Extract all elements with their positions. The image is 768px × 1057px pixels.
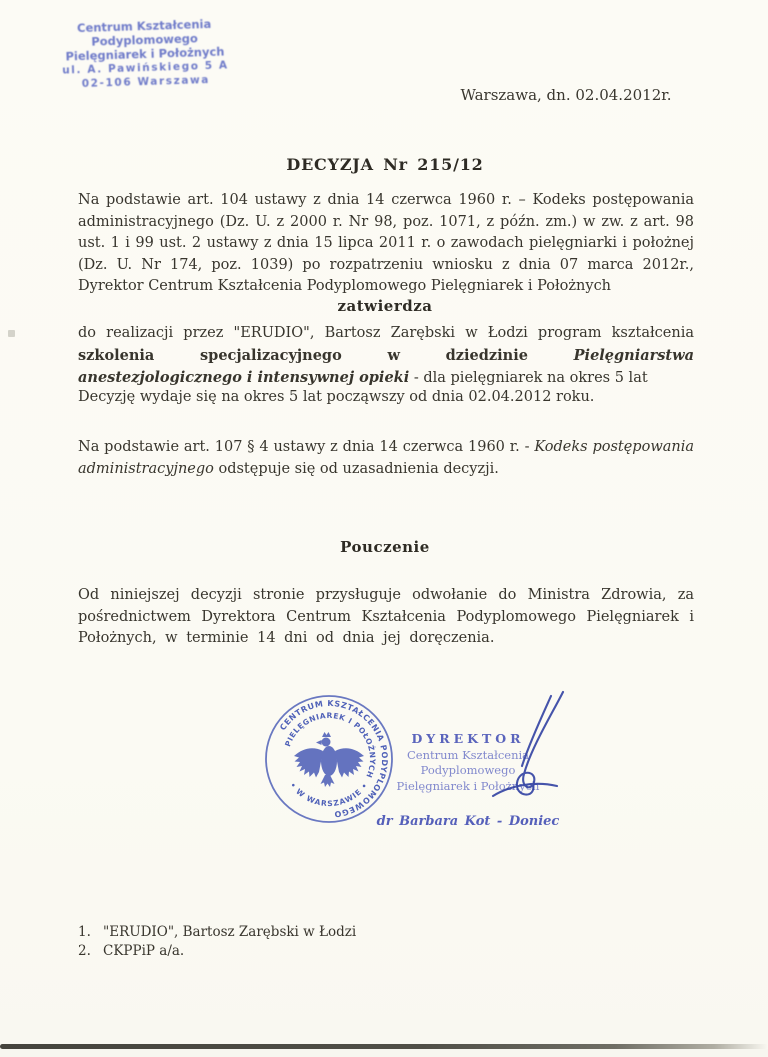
scan-artifact-dot [8, 330, 15, 337]
scan-background-below-edge [0, 1049, 768, 1057]
heading-approves: zatwierdza [337, 297, 433, 315]
letterhead-org-line1: Centrum Kształcenia Podyplomowego [76, 16, 212, 49]
letterhead-city: 02-106 Warszawa [81, 73, 211, 90]
director-org-line2: Pielęgniarek i Położnych [396, 779, 540, 793]
paragraph-instruction: Od niniejszej decyzji stronie przysługuje odwołanie do Ministra Zdrowia, za pośrednictwem Dyrektora Centrum Kształcenia Podyplomowego Pielęgniarek i Położnych, w terminie 14 dni od dnia jej doręczenia. [78, 587, 694, 647]
distribution-item-2 [78, 942, 478, 961]
paragraph-legal-basis: Na podstawie art. 104 ustawy z dnia 14 czerwca 1960 r. – Kodeks postępowania administracyjnego (Dz. U. z 2000 r. Nr 98, poz. 1071, z późn. zm.) w zw. z art. 98 ust. 1 i 99 ust. 2 ustawy z dnia 15 lipca 2011 r. o zawodach pielęgniarki i położnej (Dz. U. Nr 174, poz. 1039) po rozpatrzeniu wniosku z dnia 07 marca 2012r., Dyrektor Centrum Kształcenia Podyplomowego Pielęgniarek i Położnych [78, 192, 694, 295]
paragraph-justification [78, 437, 694, 480]
letterhead-stamp [25, 15, 265, 92]
seal-bottom-text: • W WARSZAWIE • [288, 780, 370, 809]
seal-inner-text: PIELĘGNIAREK I POŁOŻNYCH [283, 710, 378, 780]
director-role-label: DYREKTOR [411, 731, 525, 746]
distribution-item-1-number: 1. [78, 924, 91, 940]
paragraph-validity: Decyzję wydaje się na okres 5 lat począwszy od dnia 02.04.2012 roku. [78, 389, 595, 405]
distribution-item-2-number: 2. [78, 942, 91, 959]
distribution-item-1 [78, 923, 478, 942]
distribution-list [78, 923, 478, 960]
paragraph-approval [78, 323, 694, 390]
heading-instruction: Pouczenie [340, 538, 430, 556]
justification-code-name: Kodeks postępowania administracyjnego [78, 439, 694, 477]
distribution-item-1-text: "ERUDIO", Bartosz Zarębski w Łodzi [103, 924, 357, 940]
approval-program-name: Pielęgniarstwa anestezjologicznego i intensywnej opieki [78, 346, 694, 387]
approval-text-bold: szkolenia specjalizacyjnego w dziedzinie [78, 346, 574, 364]
justification-text-1: Na podstawie art. 107 § 4 ustawy z dnia 14 czerwca 1960 r. - [78, 439, 535, 455]
seal-outer-text: CENTRUM KSZTAŁCENIA PODYPLOMOWEGO [278, 698, 390, 819]
justification-text-2: odstępuje się od uzasadnienia decyzji. [213, 460, 499, 477]
letterhead-street: ul. A. Pawińskiego 5 A [61, 59, 229, 77]
eagle-emblem-icon [294, 732, 364, 787]
director-name: dr Barbara Kot - Doniec [376, 813, 560, 829]
approval-text-normal-2: - dla pielęgniarek na okres 5 lat [409, 370, 648, 387]
approval-text-normal-1: do realizacji przez "ERUDIO", Bartosz Zarębski w Łodzi program kształcenia [78, 325, 694, 341]
dateline: Warszawa, dn. 02.04.2012r. [460, 86, 672, 104]
director-org-line1: Centrum Kształcenia Podyplomowego [406, 748, 530, 777]
letterhead-org-line2: Pielęgniarek i Położnych [65, 44, 225, 64]
handwritten-signature [463, 686, 585, 818]
distribution-item-2-text: CKPPiP a/a. [103, 942, 185, 959]
document-title: DECYZJA Nr 215/12 [286, 155, 484, 174]
